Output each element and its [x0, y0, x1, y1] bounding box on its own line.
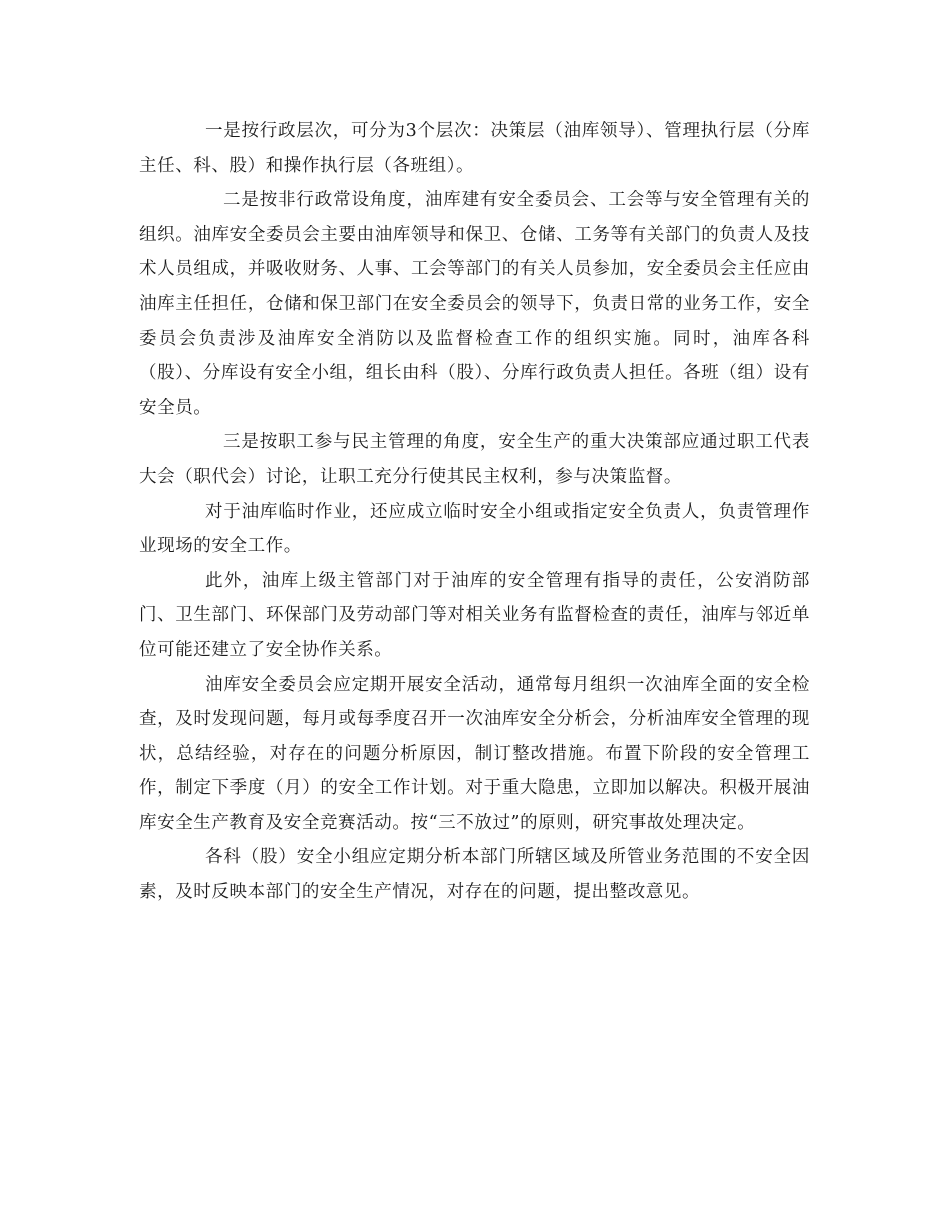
- paragraph-temporary-operations: 对于油库临时作业，还应成立临时安全小组或指定安全负责人，负责管理作业现场的安全工作。: [139, 501, 810, 557]
- paragraph-administrative-levels: 一是按行政层次，可分为3个层次：决策层（油库领导）、管理执行层（分库主任、科、股）和操作执行层（各班组）。: [139, 121, 810, 176]
- document-body: [139, 114, 810, 910]
- paragraph-safety-committee-activities: 油库安全委员会应定期开展安全活动，通常每月组织一次油库全面的安全检查，及时发现问题，每月或每季度召开一次油库安全分析会，分析油库安全管理的现状，总结经验，对存在的问题分析原因，制订整改措施。布置下阶段的安全管理工作，制定下季度（月）的安全工作计划。对于重大隐患，立即加以解决。积极开展油库安全生产教育及安全竞赛活动。按“三不放过”的原则，研究事故处理决定。: [139, 674, 810, 833]
- paragraph-democratic-management: 三是按职工参与民主管理的角度，安全生产的重大决策部应通过职工代表大会（职代会）讨论，让职工充分行使其民主权利，参与决策监督。: [139, 432, 810, 487]
- paragraph-section-safety-groups: 各科（股）安全小组应定期分析本部门所辖区域及所管业务范围的不安全因素，及时反映本部门的安全生产情况，对存在的问题，提出整改意见。: [139, 847, 810, 903]
- paragraph-non-administrative-bodies: 二是按非行政常设角度，油库建有安全委员会、工会等与安全管理有关的组织。油库安全委员会主要由油库领导和保卫、仓储、工务等有关部门的负责人及技术人员组成，并吸收财务、人事、工会等部门的有关人员参加，安全委员会主任应由油库主任担任，仓储和保卫部门在安全委员会的领导下，负责日常的业务工作，安全委员会负责涉及油库安全消防以及监督检查工作的组织实施。同时，油库各科（股）、分库设有安全小组，组长由科（股）、分库行政负责人担任。各班（组）设有安全员。: [139, 190, 810, 418]
- paragraph-external-departments: 此外，油库上级主管部门对于油库的安全管理有指导的责任，公安消防部门、卫生部门、环保部门及劳动部门等对相关业务有监督检查的责任，油库与邻近单位可能还建立了安全协作关系。: [139, 570, 810, 660]
